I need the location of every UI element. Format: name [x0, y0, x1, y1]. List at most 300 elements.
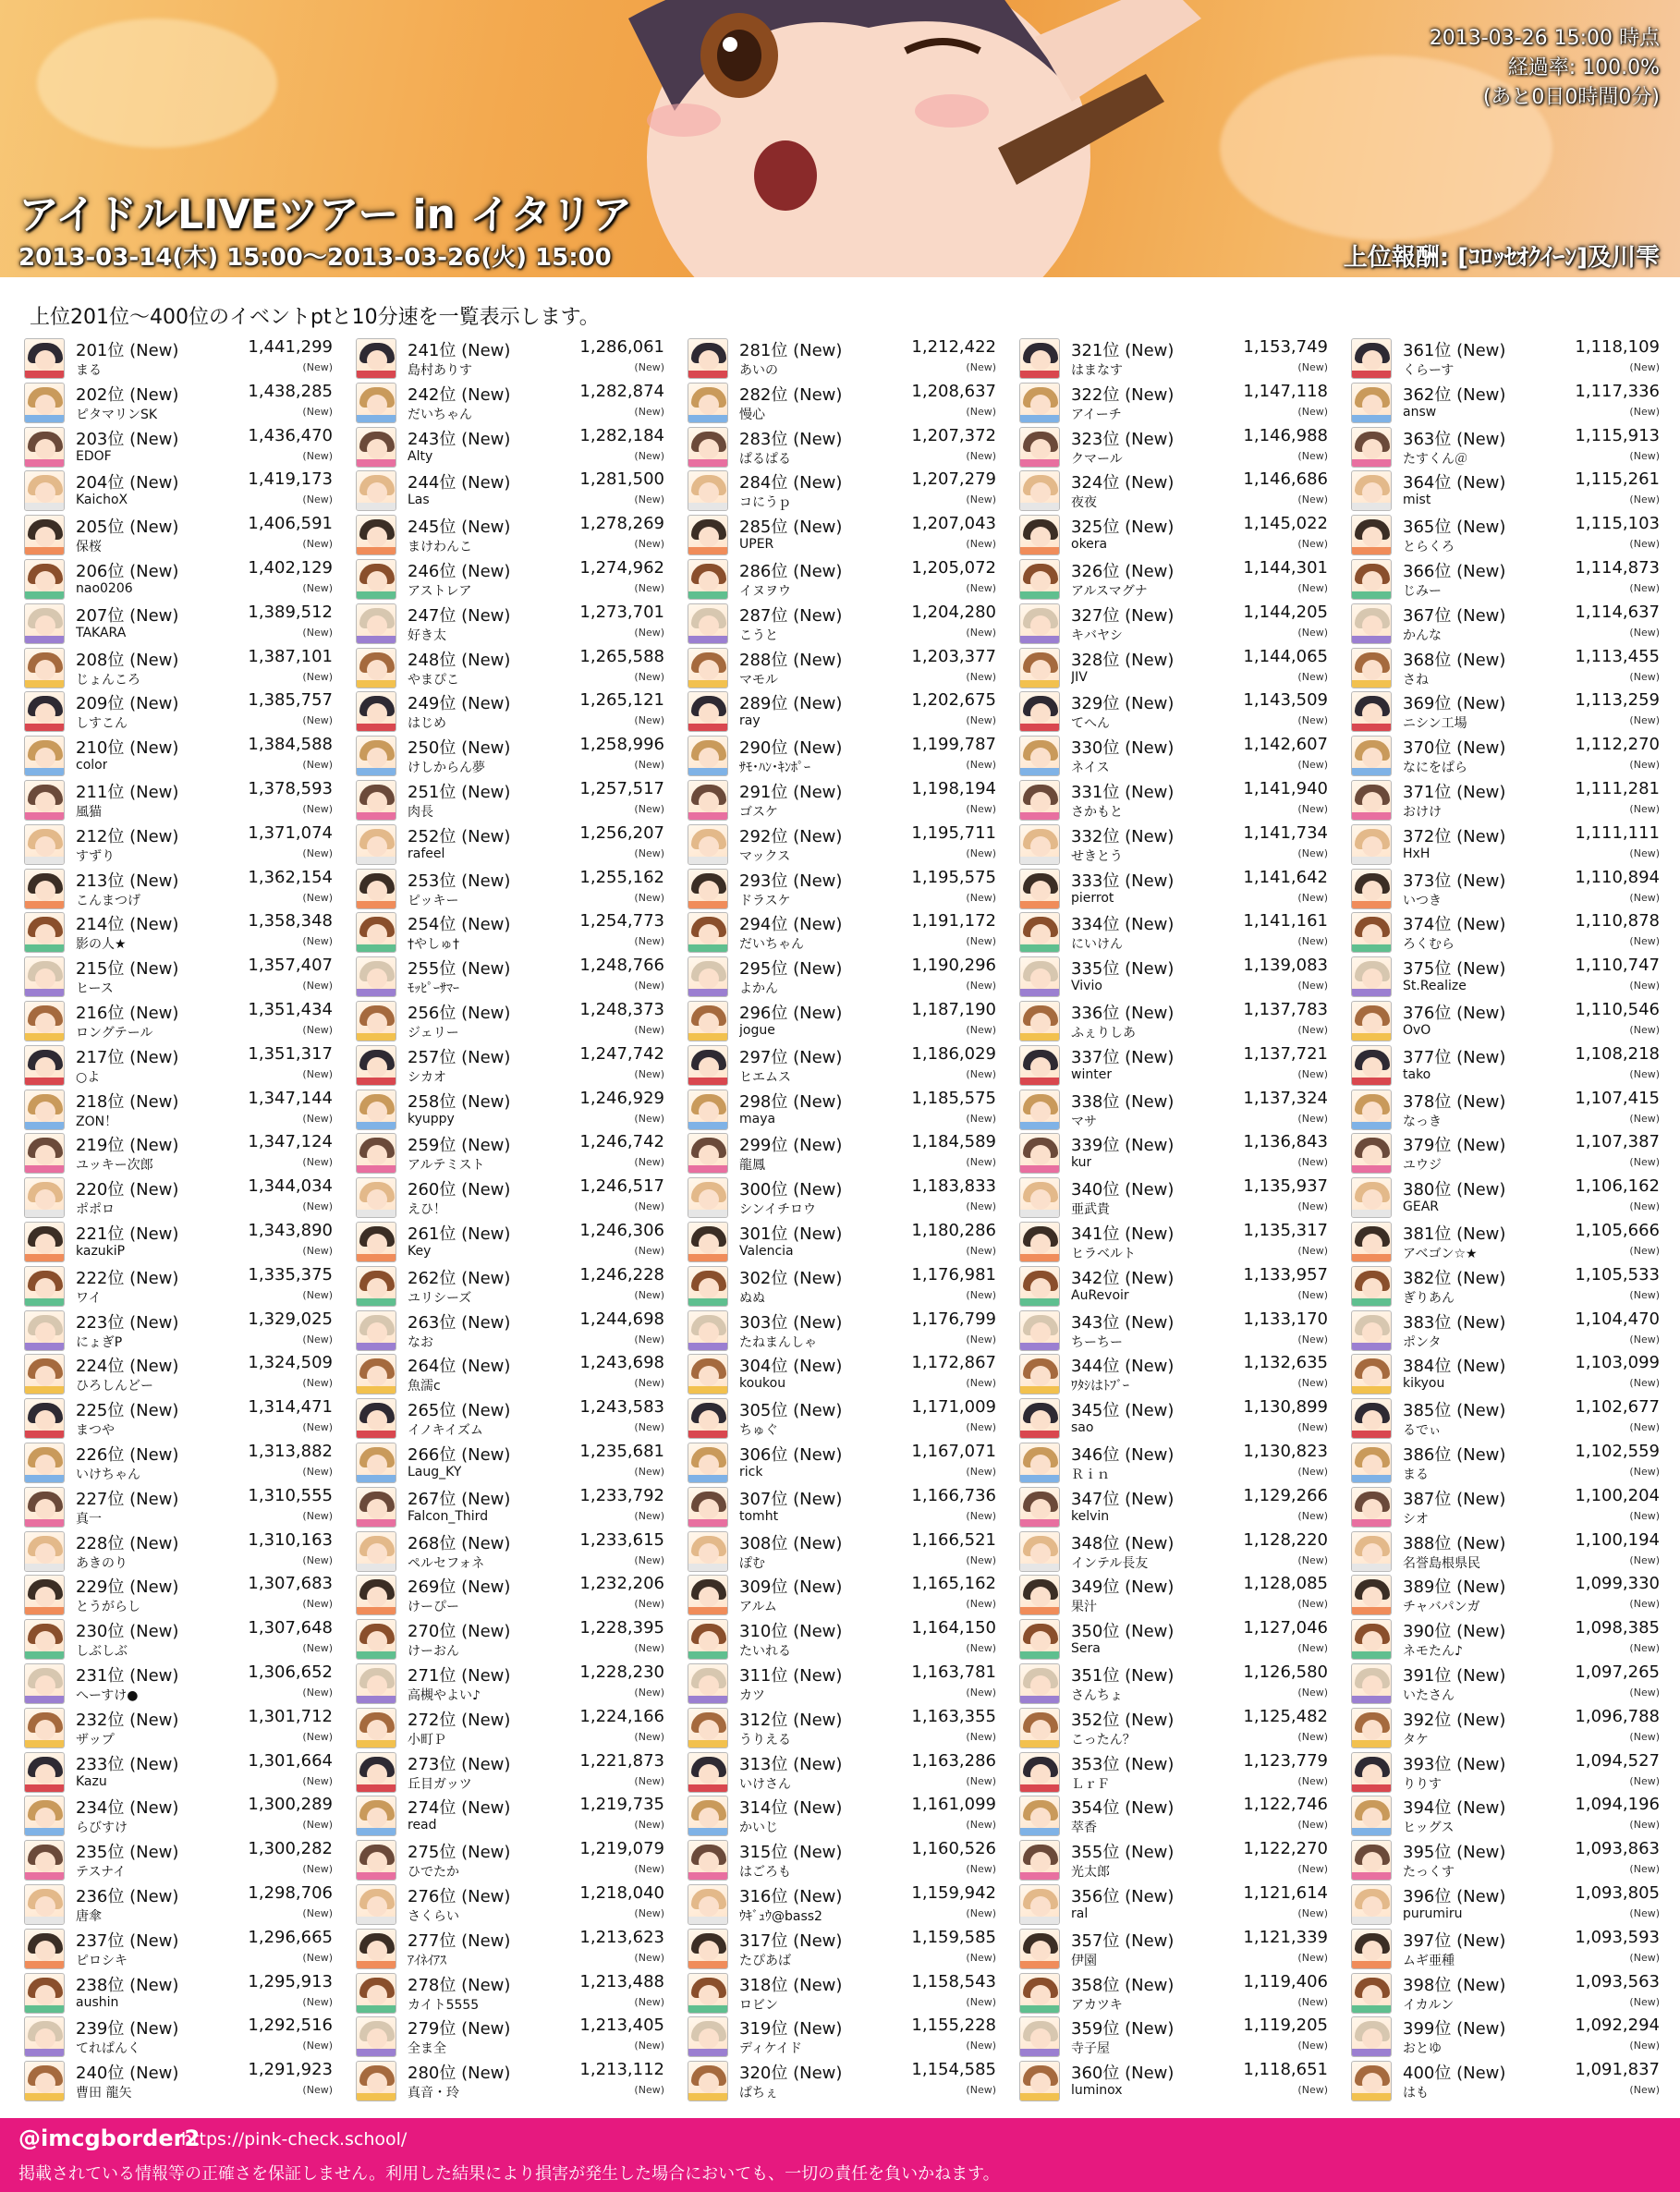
event-points: 1,127,046	[1243, 1618, 1328, 1638]
idol-avatar-icon	[1351, 1443, 1392, 1483]
player-name: GEAR	[1403, 1200, 1439, 1215]
speed-label: (New)	[966, 1067, 996, 1080]
ranking-row	[1351, 1220, 1662, 1264]
speed-label: (New)	[1297, 361, 1328, 373]
event-points: 1,147,118	[1243, 381, 1328, 401]
site-link[interactable]: https://pink-check.school/	[181, 2129, 408, 2149]
ranking-row	[1351, 336, 1662, 381]
idol-avatar-icon	[1351, 824, 1392, 865]
player-name: シカオ	[408, 1069, 446, 1085]
player-name: たいれる	[739, 1644, 791, 1660]
speed-label: (New)	[302, 1466, 333, 1478]
speed-label: (New)	[634, 1730, 664, 1743]
event-points: 1,093,805	[1575, 1883, 1660, 1903]
player-name: 肉長	[408, 805, 433, 820]
ranking-row	[24, 1882, 335, 1927]
idol-avatar-icon	[1019, 736, 1060, 776]
rank-label: 239位 (New)	[76, 2019, 179, 2040]
ranking-row	[1019, 469, 1330, 513]
speed-label: (New)	[1297, 1995, 1328, 2008]
speed-label: (New)	[1629, 1024, 1660, 1036]
rank-label: 346位 (New)	[1071, 1445, 1175, 1465]
idol-avatar-icon	[356, 1090, 396, 1130]
speed-label: (New)	[1297, 1024, 1328, 1036]
speed-label: (New)	[1297, 449, 1328, 462]
event-points: 1,092,294	[1575, 2015, 1660, 2036]
ranking-row	[24, 602, 335, 646]
player-name: ピッキー	[408, 893, 459, 908]
ranking-row	[24, 1220, 335, 1264]
player-name: koukou	[739, 1376, 786, 1392]
idol-avatar-icon	[1019, 515, 1060, 555]
event-points: 1,212,422	[911, 337, 996, 357]
idol-avatar-icon	[1019, 1752, 1060, 1793]
player-name: tako	[1403, 1066, 1431, 1082]
ranking-row	[1351, 1838, 1662, 1882]
event-points: 1,281,500	[579, 469, 664, 490]
ranking-row	[1351, 1441, 1662, 1485]
ranking-row	[1351, 1529, 1662, 1574]
rank-label: 364位 (New)	[1403, 473, 1506, 493]
idol-avatar-icon	[1351, 1884, 1392, 1925]
rank-label: 227位 (New)	[76, 1489, 179, 1509]
speed-label: (New)	[1629, 1598, 1660, 1611]
rank-label: 375位 (New)	[1403, 959, 1506, 980]
player-name: さかもと	[1071, 805, 1123, 820]
event-points: 1,300,282	[248, 1839, 333, 1859]
rank-label: 373位 (New)	[1403, 871, 1506, 891]
player-name: 果汁	[1071, 1600, 1097, 1615]
speed-label: (New)	[302, 1333, 333, 1346]
idol-avatar-icon	[688, 869, 728, 909]
ranking-row	[24, 822, 335, 867]
idol-avatar-icon	[356, 824, 396, 865]
rank-label: 265位 (New)	[408, 1401, 511, 1421]
player-name: kikyou	[1403, 1376, 1445, 1392]
rank-label: 356位 (New)	[1071, 1887, 1175, 1906]
speed-label: (New)	[1297, 846, 1328, 859]
idol-avatar-icon	[688, 1310, 728, 1351]
speed-label: (New)	[1629, 1819, 1660, 1832]
player-name: 島村ありす	[408, 363, 472, 378]
ranking-row	[688, 1927, 998, 1971]
idol-avatar-icon	[1351, 1222, 1392, 1262]
idol-avatar-icon	[24, 956, 65, 997]
banner-glow	[37, 18, 277, 148]
rank-label: 365位 (New)	[1403, 518, 1506, 538]
ranking-column	[356, 336, 666, 2103]
ranking-row	[24, 1617, 335, 1662]
player-name: 丘目ガッツ	[408, 1776, 472, 1792]
event-points: 1,246,742	[579, 1132, 664, 1152]
event-points: 1,324,509	[248, 1353, 333, 1373]
event-points: 1,100,194	[1575, 1529, 1660, 1550]
rank-label: 300位 (New)	[739, 1180, 843, 1200]
speed-label: (New)	[302, 1024, 333, 1036]
ranking-row	[24, 1396, 335, 1441]
speed-label: (New)	[634, 1200, 664, 1213]
ranking-row	[688, 1750, 998, 1795]
event-points: 1,307,648	[248, 1618, 333, 1638]
ranking-row	[356, 2015, 666, 2059]
speed-label: (New)	[966, 1156, 996, 1169]
rank-label: 351位 (New)	[1071, 1666, 1175, 1686]
player-name: HxH	[1403, 846, 1430, 861]
player-name: Vivio	[1071, 979, 1102, 994]
speed-label: (New)	[302, 1553, 333, 1566]
idol-avatar-icon	[24, 1310, 65, 1351]
speed-label: (New)	[1297, 1553, 1328, 1566]
ranking-row	[356, 381, 666, 425]
player-name: 真音・玲	[408, 2086, 459, 2101]
speed-label: (New)	[1629, 980, 1660, 992]
idol-avatar-icon	[688, 1266, 728, 1307]
idol-avatar-icon	[1019, 1310, 1060, 1351]
event-points: 1,185,575	[911, 1088, 996, 1108]
speed-label: (New)	[966, 670, 996, 683]
player-name: 風猫	[76, 805, 102, 820]
rank-label: 310位 (New)	[739, 1622, 843, 1642]
player-name: シオ	[1403, 1511, 1429, 1527]
rank-label: 264位 (New)	[408, 1357, 511, 1377]
idol-avatar-icon	[356, 648, 396, 688]
speed-label: (New)	[1297, 1288, 1328, 1301]
idol-avatar-icon	[1019, 1531, 1060, 1572]
player-name: カツ	[739, 1688, 765, 1703]
idol-avatar-icon	[688, 338, 728, 379]
event-points: 1,110,747	[1575, 956, 1660, 976]
speed-label: (New)	[634, 2040, 664, 2052]
ranking-row	[1351, 469, 1662, 513]
speed-label: (New)	[1629, 846, 1660, 859]
player-name: おけけ	[1403, 805, 1442, 820]
rank-label: 219位 (New)	[76, 1136, 179, 1156]
idol-avatar-icon	[356, 1752, 396, 1793]
player-name: 全ま全	[408, 2041, 446, 2057]
player-name: にいけん	[1071, 937, 1123, 953]
rank-label: 302位 (New)	[739, 1268, 843, 1288]
idol-avatar-icon	[356, 1133, 396, 1174]
rank-label: 335位 (New)	[1071, 959, 1175, 980]
rank-label: 367位 (New)	[1403, 605, 1506, 626]
ranking-row	[1351, 1971, 1662, 2015]
idol-avatar-icon	[1019, 1840, 1060, 1881]
rank-label: 393位 (New)	[1403, 1754, 1506, 1774]
ranking-row	[356, 1309, 666, 1353]
ranking-row	[688, 955, 998, 999]
player-name: シンイチロウ	[739, 1202, 816, 1218]
idol-avatar-icon	[1351, 1310, 1392, 1351]
idol-avatar-icon	[24, 338, 65, 379]
player-name: ぱちぇ	[739, 2086, 778, 2101]
idol-avatar-icon	[1019, 1090, 1060, 1130]
speed-label: (New)	[1629, 1863, 1660, 1876]
player-name: OvO	[1403, 1023, 1431, 1038]
ranking-row	[1019, 955, 1330, 999]
rank-label: 357位 (New)	[1071, 1930, 1175, 1951]
ranking-row	[1351, 1352, 1662, 1396]
header-banner	[0, 0, 1680, 277]
rank-label: 276位 (New)	[408, 1887, 511, 1906]
player-name: 曹田 龍矢	[76, 2086, 132, 2101]
rank-label: 328位 (New)	[1071, 650, 1175, 670]
rank-label: 263位 (New)	[408, 1312, 511, 1333]
idol-avatar-icon	[688, 1663, 728, 1704]
speed-label: (New)	[1629, 670, 1660, 683]
player-name: 影の人★	[76, 937, 127, 953]
player-name: まる	[1403, 1467, 1429, 1482]
player-name: ろくむら	[1403, 937, 1455, 953]
event-points: 1,115,103	[1575, 514, 1660, 534]
twitter-handle[interactable]: @imcgborder2	[18, 2125, 201, 2151]
idol-avatar-icon	[24, 2016, 65, 2057]
speed-label: (New)	[634, 1024, 664, 1036]
idol-avatar-icon	[24, 603, 65, 644]
player-name: JIV	[1071, 669, 1088, 685]
event-points: 1,158,543	[911, 1971, 996, 1991]
event-points: 1,198,194	[911, 779, 996, 798]
speed-label: (New)	[634, 1288, 664, 1301]
ranking-row	[356, 1441, 666, 1485]
event-points: 1,265,121	[579, 690, 664, 711]
idol-avatar-icon	[1351, 383, 1392, 423]
ranking-row	[1019, 513, 1330, 557]
rank-label: 230位 (New)	[76, 1622, 179, 1642]
event-points: 1,093,593	[1575, 1927, 1660, 1947]
event-points: 1,384,588	[248, 735, 333, 755]
idol-avatar-icon	[24, 1001, 65, 1041]
event-points: 1,114,637	[1575, 602, 1660, 622]
player-name: マックス	[739, 848, 791, 864]
idol-avatar-icon	[688, 1708, 728, 1748]
idol-avatar-icon	[1019, 1796, 1060, 1836]
ranking-row	[1351, 1573, 1662, 1617]
idol-avatar-icon	[688, 1575, 728, 1615]
ranking-row	[24, 2015, 335, 2059]
player-name: 好き太	[408, 627, 446, 643]
event-points: 1,111,281	[1575, 779, 1660, 798]
player-name: ぎりあん	[1403, 1290, 1455, 1306]
ranking-row	[688, 1662, 998, 1706]
speed-label: (New)	[634, 1995, 664, 2008]
ranking-row	[24, 1043, 335, 1088]
player-name: 亜武貴	[1071, 1202, 1110, 1218]
speed-label: (New)	[1297, 1156, 1328, 1169]
event-points: 1,154,585	[911, 2060, 996, 2080]
player-name: ネイス	[1071, 761, 1110, 776]
speed-label: (New)	[302, 803, 333, 815]
idol-avatar-icon	[356, 1708, 396, 1748]
event-points: 1,357,407	[248, 956, 333, 976]
ranking-row	[688, 336, 998, 381]
rank-label: 216位 (New)	[76, 1004, 179, 1023]
speed-label: (New)	[966, 1642, 996, 1655]
player-name: Key	[408, 1244, 432, 1259]
rank-label: 400位 (New)	[1403, 2064, 1506, 2084]
rank-label: 272位 (New)	[408, 1710, 511, 1730]
ranking-row	[1019, 1927, 1330, 1971]
idol-avatar-icon	[1351, 338, 1392, 379]
idol-avatar-icon	[24, 1708, 65, 1748]
player-name: read	[408, 1818, 437, 1833]
ranking-row	[24, 381, 335, 425]
speed-label: (New)	[966, 1687, 996, 1699]
speed-label: (New)	[1629, 1421, 1660, 1434]
rank-label: 324位 (New)	[1071, 473, 1175, 493]
idol-avatar-icon	[1351, 912, 1392, 953]
speed-label: (New)	[1629, 1112, 1660, 1125]
idol-avatar-icon	[1351, 559, 1392, 600]
speed-label: (New)	[634, 891, 664, 904]
idol-avatar-icon	[688, 559, 728, 600]
ranking-row	[1351, 1175, 1662, 1220]
event-points: 1,274,962	[579, 558, 664, 578]
player-name: purumiru	[1403, 1906, 1463, 1921]
speed-label: (New)	[302, 1687, 333, 1699]
speed-label: (New)	[302, 626, 333, 639]
speed-label: (New)	[302, 361, 333, 373]
ranking-row	[688, 1396, 998, 1441]
player-name: ｻﾓ･ﾊﾝ･ｷﾝﾎﾟｰ	[739, 761, 810, 776]
speed-label: (New)	[966, 1598, 996, 1611]
event-points: 1,102,677	[1575, 1397, 1660, 1418]
player-name: AuRevoir	[1071, 1287, 1129, 1303]
idol-avatar-icon	[356, 1663, 396, 1704]
rank-label: 228位 (New)	[76, 1533, 179, 1553]
speed-label: (New)	[1629, 1907, 1660, 1919]
rank-label: 284位 (New)	[739, 473, 843, 493]
event-points: 1,118,651	[1243, 2060, 1328, 2080]
player-name: ぬぬ	[739, 1290, 765, 1306]
ranking-row	[356, 734, 666, 778]
speed-label: (New)	[634, 582, 664, 594]
speed-label: (New)	[1297, 1245, 1328, 1257]
rank-label: 273位 (New)	[408, 1754, 511, 1774]
idol-avatar-icon	[1351, 736, 1392, 776]
event-points: 1,159,942	[911, 1883, 996, 1903]
idol-avatar-icon	[688, 1177, 728, 1218]
speed-label: (New)	[966, 1200, 996, 1213]
player-name: かんな	[1403, 627, 1442, 643]
ranking-row	[688, 1264, 998, 1309]
ranking-row	[1019, 1662, 1330, 1706]
player-name: けしからん夢	[408, 761, 485, 776]
speed-label: (New)	[302, 1863, 333, 1876]
ranking-row	[356, 1750, 666, 1795]
speed-label: (New)	[1297, 1112, 1328, 1125]
player-name: イカルン	[1403, 1997, 1455, 2013]
speed-label: (New)	[1629, 1951, 1660, 1964]
event-points: 1,295,913	[248, 1971, 333, 1991]
player-name: tomht	[739, 1508, 779, 1524]
event-points: 1,176,981	[911, 1264, 996, 1285]
player-name: けーおん	[408, 1644, 459, 1660]
rank-label: 327位 (New)	[1071, 605, 1175, 626]
ranking-row	[24, 425, 335, 469]
event-points: 1,164,150	[911, 1618, 996, 1638]
ranking-row	[688, 1043, 998, 1088]
player-name: まる	[76, 363, 102, 378]
speed-label: (New)	[302, 1245, 333, 1257]
player-name: あいの	[739, 363, 778, 378]
rank-label: 282位 (New)	[739, 384, 843, 405]
idol-avatar-icon	[1019, 824, 1060, 865]
idol-avatar-icon	[1019, 1973, 1060, 2014]
idol-avatar-icon	[688, 1045, 728, 1086]
event-points: 1,097,265	[1575, 1662, 1660, 1682]
rank-label: 281位 (New)	[739, 341, 843, 360]
speed-label: (New)	[966, 538, 996, 551]
event-points: 1,122,746	[1243, 1795, 1328, 1815]
player-name: ユウジ	[1403, 1158, 1442, 1174]
rank-label: 232位 (New)	[76, 1710, 179, 1730]
idol-avatar-icon	[356, 1398, 396, 1439]
event-points: 1,301,712	[248, 1706, 333, 1726]
rank-label: 399位 (New)	[1403, 2019, 1506, 2040]
idol-avatar-icon	[688, 1531, 728, 1572]
speed-label: (New)	[1297, 1598, 1328, 1611]
speed-label: (New)	[1629, 449, 1660, 462]
idol-avatar-icon	[24, 1266, 65, 1307]
event-points: 1,314,471	[248, 1397, 333, 1418]
speed-label: (New)	[1629, 891, 1660, 904]
event-points: 1,093,563	[1575, 1971, 1660, 1991]
rank-label: 247位 (New)	[408, 605, 511, 626]
player-name: ヒース	[76, 981, 114, 997]
rank-label: 325位 (New)	[1071, 518, 1175, 538]
speed-label: (New)	[1297, 1951, 1328, 1964]
event-points: 1,153,749	[1243, 337, 1328, 357]
rank-label: 213位 (New)	[76, 871, 179, 891]
speed-label: (New)	[1297, 493, 1328, 506]
rank-label: 383位 (New)	[1403, 1312, 1506, 1333]
event-points: 1,107,415	[1575, 1088, 1660, 1108]
speed-label: (New)	[966, 1245, 996, 1257]
ranking-row	[1019, 1485, 1330, 1529]
event-points: 1,248,766	[579, 956, 664, 976]
rank-label: 313位 (New)	[739, 1754, 843, 1774]
ranking-row	[1019, 1617, 1330, 1662]
event-points: 1,265,588	[579, 646, 664, 666]
rank-label: 236位 (New)	[76, 1887, 179, 1906]
ranking-row	[356, 425, 666, 469]
speed-label: (New)	[634, 626, 664, 639]
idol-avatar-icon	[1351, 515, 1392, 555]
idol-avatar-icon	[688, 780, 728, 821]
idol-avatar-icon	[24, 1619, 65, 1660]
event-points: 1,119,406	[1243, 1971, 1328, 1991]
disclaimer: 掲載されている情報等の正確さを保証しません。利用した結果により損害が発生した場合においても、一切の責任を負いかねます。	[18, 2164, 1000, 2184]
ranking-row	[1019, 2015, 1330, 2059]
rank-label: 381位 (New)	[1403, 1224, 1506, 1244]
player-name: アルテミスト	[408, 1158, 485, 1174]
event-points: 1,307,683	[248, 1574, 333, 1594]
idol-avatar-icon	[688, 1840, 728, 1881]
event-points: 1,292,516	[248, 2015, 333, 2036]
idol-avatar-icon	[688, 956, 728, 997]
player-name: コにうｐ	[739, 495, 791, 511]
player-name: ディケイド	[739, 2041, 802, 2057]
rank-label: 319位 (New)	[739, 2019, 843, 2040]
rank-label: 209位 (New)	[76, 694, 179, 714]
rank-label: 338位 (New)	[1071, 1091, 1175, 1112]
speed-label: (New)	[1297, 1774, 1328, 1787]
speed-label: (New)	[634, 1333, 664, 1346]
rank-label: 301位 (New)	[739, 1224, 843, 1244]
speed-label: (New)	[966, 493, 996, 506]
ranking-row	[356, 822, 666, 867]
speed-label: (New)	[966, 1951, 996, 1964]
